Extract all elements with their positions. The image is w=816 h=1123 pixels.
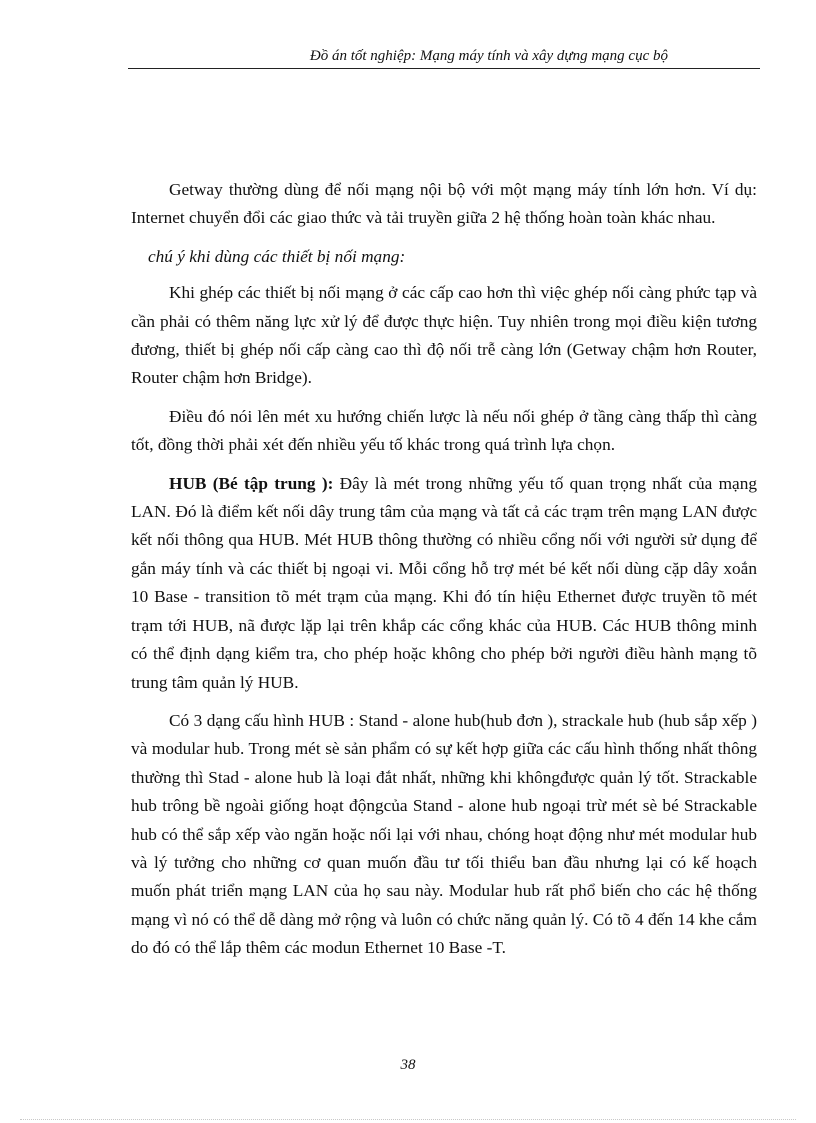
page-number: 38 bbox=[400, 1057, 416, 1073]
paragraph-coupling-levels: Khi ghép các thiết bị nối mạng ở các cấp cao hơn thì việc ghép nối càng phức tạp và cần phải có thêm năng lực xử lý để được thực hiện. Tuy nhiên trong mọi điều kiện tương đương, thiết bị ghép nối cấp càng cao thì độ nối trễ càng lớn (Getway chậm hơn Router, Router chậm hơn Bridge). bbox=[131, 283, 757, 388]
paragraph-gateway: Getway thường dùng để nối mạng nội bộ với một mạng máy tính lớn hơn. Ví dụ: Internet chuyển đổi các giao thức và tải truyền giữa 2 hệ thống hoàn toàn khác nhau. bbox=[131, 180, 757, 228]
paragraph-hub bbox=[131, 470, 757, 697]
hub-description: Đây là mét trong những yếu tố quan trọng nhất của mạng LAN. Đó là điểm kết nối dây trung tâm của mạng và tất cả các trạm trên mạng LAN được kết nối thông qua HUB. Mét HUB thông thường có nhiều cổng nối với người sử dụng để gắn máy tính và các thiết bị ngoại vi. Mỗi cổng hỗ trợ mét bé kết nối dùng cặp dây xoắn 10 Base - transition tõ mét trạm của mạng. Khi đó tín hiệu Ethernet được truyền tõ mét trạm tới HUB, nã được lặp lại trên khắp các cổng khác của HUB. Các HUB thông minh có thể định dạng kiểm tra, cho phép hoặc không cho phép bởi người điều hành mạng tõ trung tâm quản lý HUB. bbox=[131, 473, 757, 692]
page-header bbox=[128, 44, 760, 69]
note-heading: chú ý khi dùng các thiết bị nối mạng: bbox=[148, 246, 406, 266]
paragraph-hub-configurations: Có 3 dạng cấu hình HUB : Stand - alone hub(hub đơn ), strackale hub (hub sắp xếp ) và modular hub. Trong mét sè sản phẩm có sự kết hợp giữa các cấu hình thống nhất thông thường thì Stad - alone hub là loại đắt nhất, những khi khôngđược quản lý tốt. Strackable hub trông bề ngoài giống hoạt độngcủa Stand - alone hub ngoại trừ mét sè bé Strackable hub có thể sắp xếp vào ngăn hoặc nối lại với nhau, chóng hoạt động như mét modular hub và lý tưởng cho những cơ quan muốn đầu tư tối thiểu ban đầu nhưng lại có kế hoạch muốn phát triển mạng LAN của họ sau này. Modular hub rất phổ biến cho các hệ thống mạng vì nó có thể dễ dàng mở rộng và luôn có chức năng quản lý. Có tõ 4 đến 14 khe cắm do đó có thể lắp thêm các modun Ethernet 10 Base -T. bbox=[131, 710, 757, 958]
document-body bbox=[131, 176, 757, 973]
hub-term: HUB (Bé tập trung ): bbox=[169, 473, 334, 493]
paragraph-strategy: Điều đó nói lên mét xu hướng chiến lược là nếu nối ghép ở tầng càng thấp thì càng tốt, đồng thời phải xét đến nhiều yếu tố khác trong quá trình lựa chọn. bbox=[131, 406, 757, 455]
footer-divider bbox=[20, 1119, 796, 1120]
header-title: Đồ án tốt nghiệp: Mạng máy tính và xây dựng mạng cục bộ bbox=[309, 48, 668, 64]
